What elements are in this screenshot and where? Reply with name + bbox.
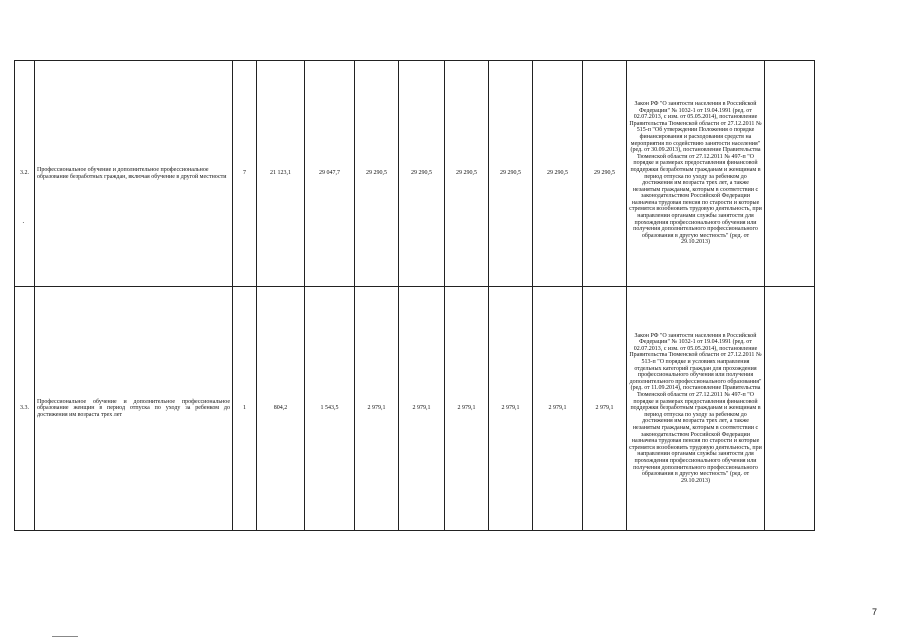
legal-basis: Закон РФ "О занятости населения в Российской Федерации" № 1032-1 от 19.04.1991 (ред. от 02.07.2013, с изм. от 05.05.2014), постановление Правительства Тюменской области от 27.12.2011 № 513-п "О порядке и условиях направления отдельных категорий граждан для прохождения профессионального обучения или получения дополнительного профессионального образования" (ред. от 11.09.2014), постановление Правительства Тюменской области от 27.12.2011 № 497-п "О порядке и размерах предоставления финансовой поддержки безработным гражданам и женщинам в период отпуска по уходу за ребенком до достижения им возраста трех лет, а также незанятым гражданам, которым в соответствии с законодательством Российской Федерации назначена трудовая пенсия по старости и которые стремятся возобновить трудовую деятельность, при направлении органами службы занятости для прохождения профессионального обучения или получения дополнительного профессионального образования в другую местность" (ред. от 29.10.2013): [627, 287, 765, 531]
program-table: [14, 60, 815, 531]
value-cell: 2 979,1: [399, 287, 445, 531]
row-count: 1: [233, 287, 257, 531]
value-cell: 2 979,1: [489, 287, 533, 531]
empty-cell: [765, 61, 815, 287]
value-cell: 29 290,5: [489, 61, 533, 287]
empty-cell: [765, 287, 815, 531]
value-cell: 29 047,7: [305, 61, 355, 287]
value-cell: 1 543,5: [305, 287, 355, 531]
measure-name: Профессиональное обучение и дополнительное профессиональное образование женщин в период отпуска по уходу за ребенком до достижения им возраста трех лет: [35, 287, 233, 531]
value-cell: 2 979,1: [583, 287, 627, 531]
bottom-mark: [52, 636, 78, 637]
value-cell: 29 290,5: [583, 61, 627, 287]
value-cell: 804,2: [257, 287, 305, 531]
legal-basis: Закон РФ "О занятости населения в Российской Федерации" № 1032-1 от 19.04.1991 (ред. от 02.07.2013, с изм. от 05.05.2014), постановление Правительства Тюменской области от 27.12.2011 № 515-п "Об утверждении Положения о порядке финансирования и расходования средств на мероприятия по содействию занятости населения" (ред. от 30.09.2013), постановление Правительства Тюменской области от 27.12.2011 № 497-п "О порядке и размерах предоставления финансовой поддержки безработным гражданам и женщинам в период отпуска по уходу за ребенком до достижения им возраста трех лет, а также незанятым гражданам, которым в соответствии с законодательством Российской Федерации назначена трудовая пенсия по старости и которые стремятся возобновить трудовую деятельность, при направлении органами службы занятости для прохождения профессионального обучения или получения дополнительного профессионального образования в другую местность" (ред. от 29.10.2013): [627, 61, 765, 287]
row-number: 3.3.: [15, 287, 35, 531]
value-cell: 29 290,5: [533, 61, 583, 287]
scan-mark-dot: ·: [22, 218, 25, 227]
value-cell: 2 979,1: [533, 287, 583, 531]
value-cell: 21 123,1: [257, 61, 305, 287]
table-row: [15, 287, 815, 531]
value-cell: 2 979,1: [355, 287, 399, 531]
table-row: [15, 61, 815, 287]
value-cell: 29 290,5: [399, 61, 445, 287]
row-number: 3.2.: [15, 61, 35, 287]
page-number: 7: [872, 607, 878, 617]
value-cell: 29 290,5: [445, 61, 489, 287]
measure-name: Профессиональное обучение и дополнительное профессиональное образование безработных граждан, включая обучение в другой местности: [35, 61, 233, 287]
row-count: 7: [233, 61, 257, 287]
value-cell: 29 290,5: [355, 61, 399, 287]
value-cell: 2 979,1: [445, 287, 489, 531]
